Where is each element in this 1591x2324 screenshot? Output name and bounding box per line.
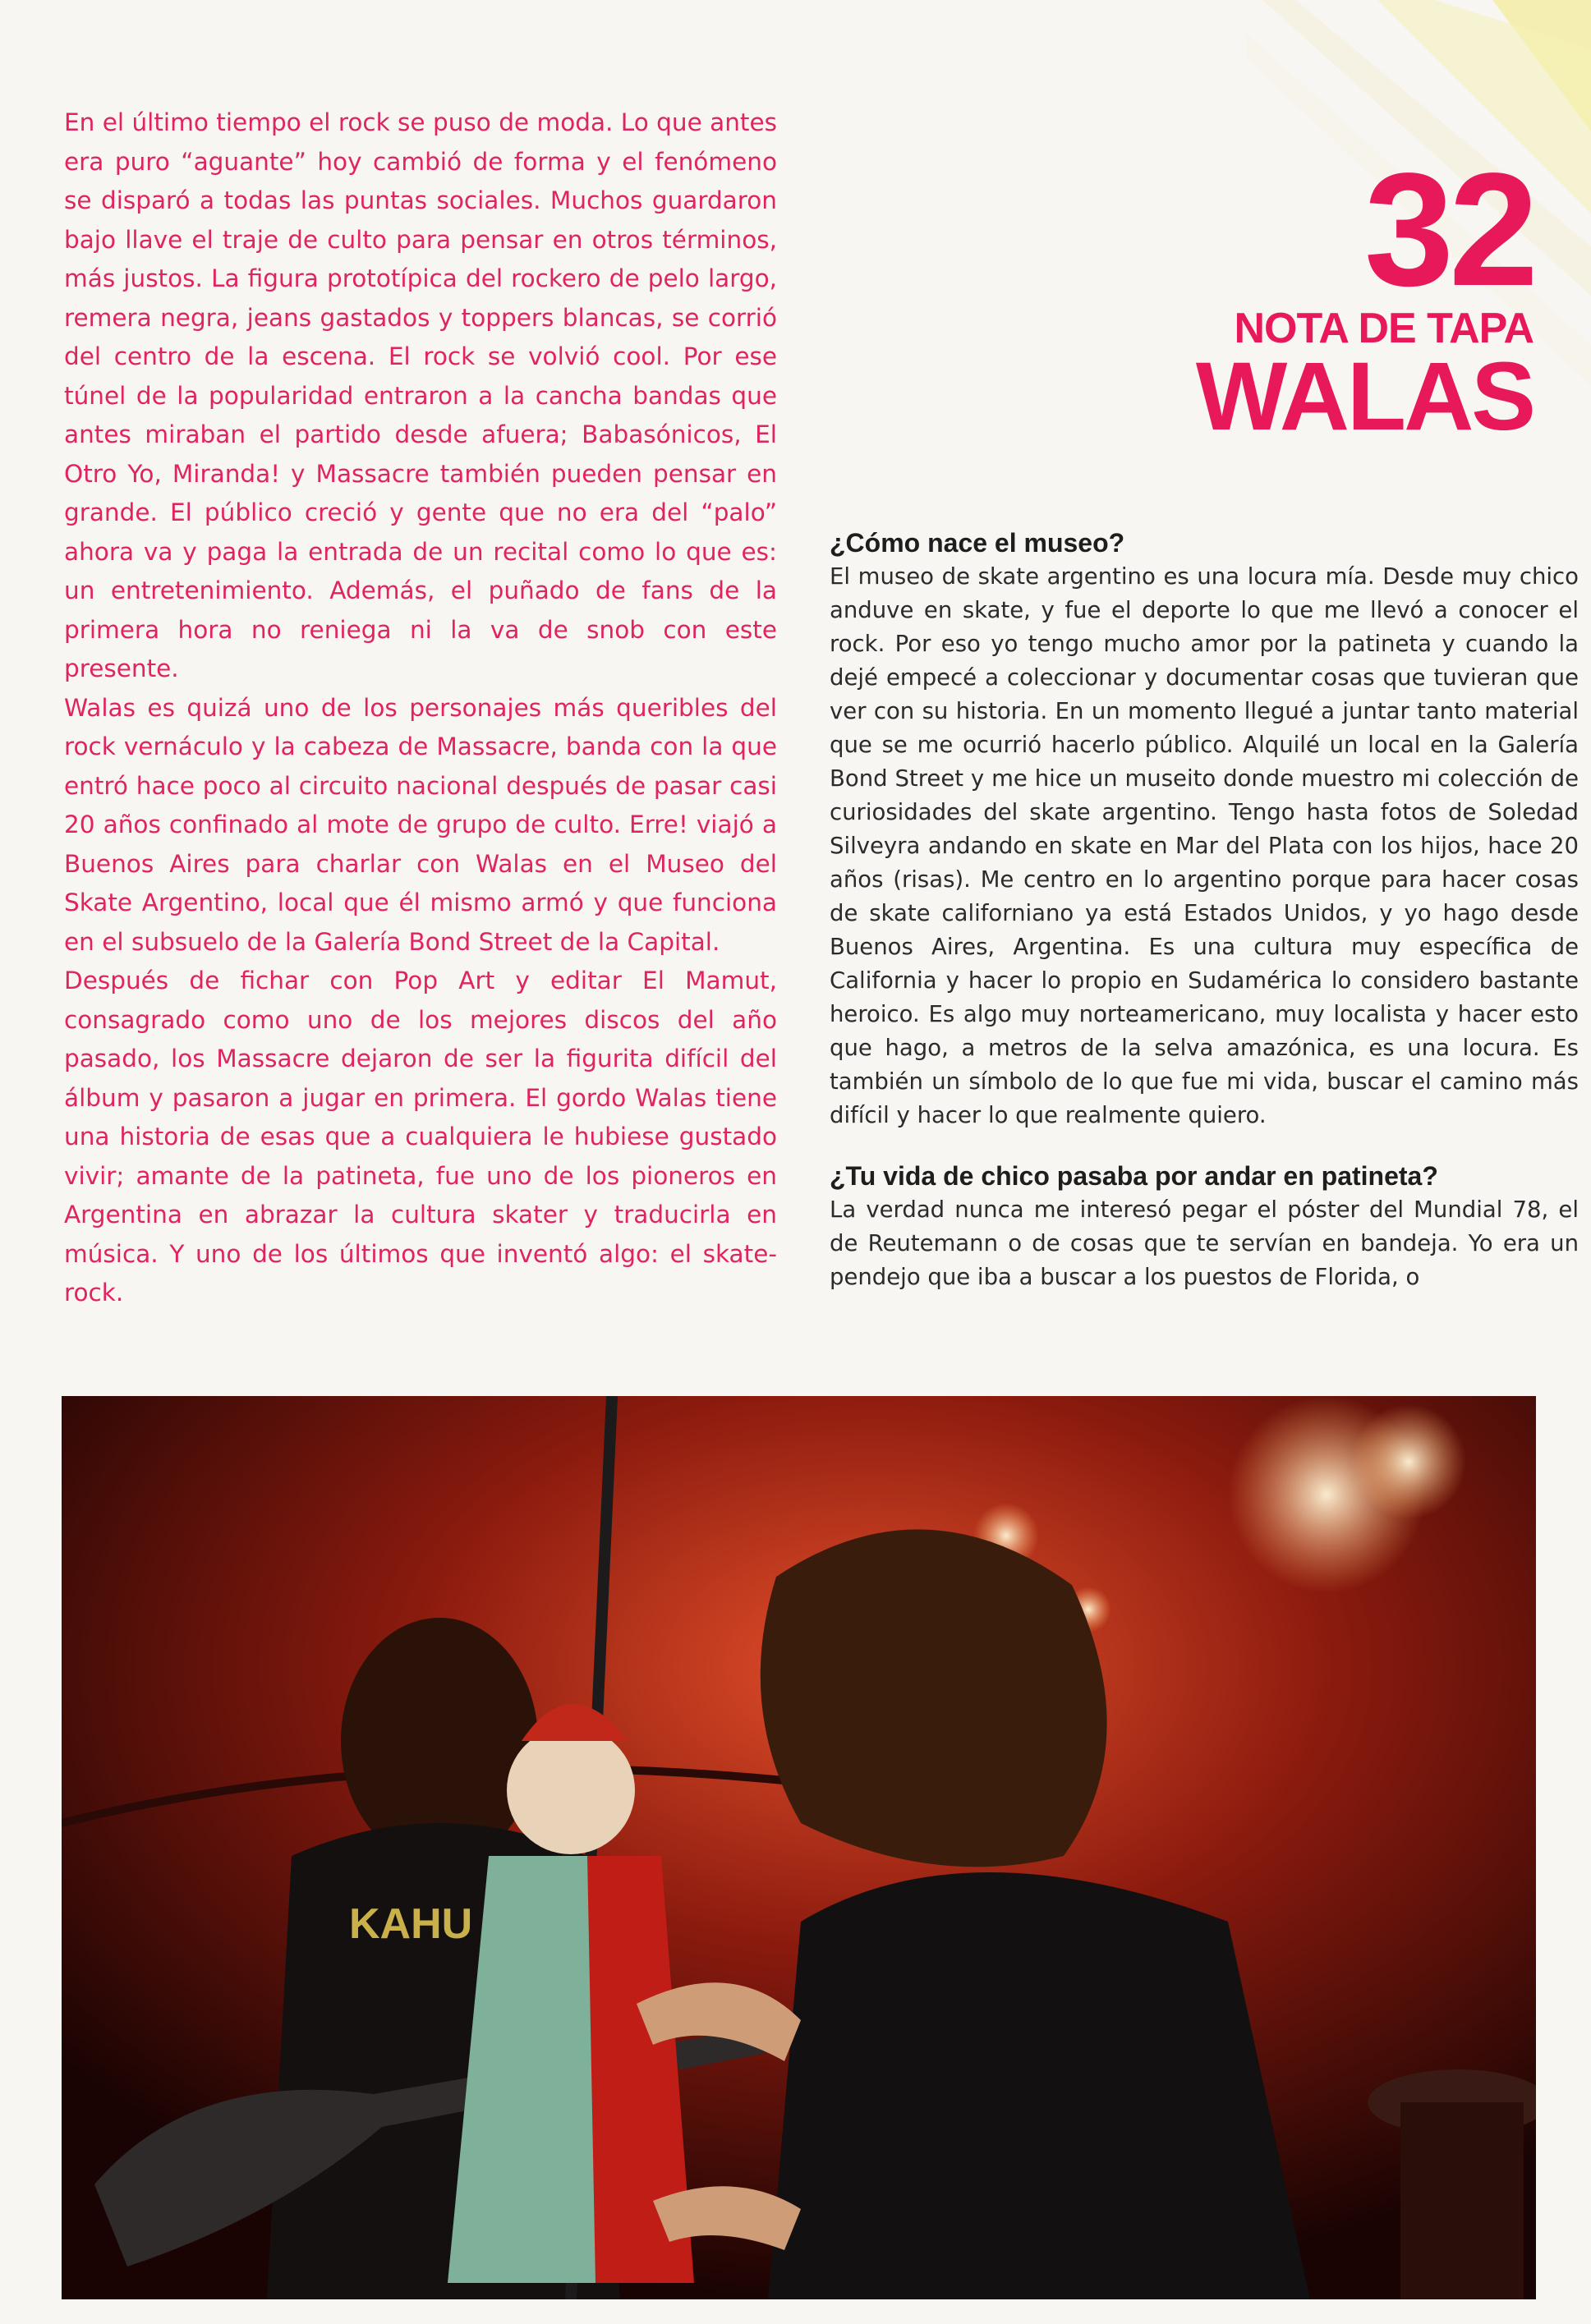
concert-photo bbox=[62, 1396, 1536, 2299]
section-label: NOTA DE TAPA bbox=[1234, 305, 1534, 352]
intro-column bbox=[64, 103, 777, 1313]
question-heading: ¿Tu vida de chico pasaba por andar en patineta? bbox=[830, 1161, 1438, 1191]
interview-column bbox=[830, 526, 1579, 1294]
concert-photo-illustration bbox=[62, 1396, 1536, 2299]
intro-paragraph: Después de fichar con Pop Art y editar El Mamut, consagrado como uno de los mejores discos del año pasado, los Massacre dejaron de ser la figurita difícil del álbum y pasaron a jugar en primera. El gordo Walas tiene una historia de esas que a cualquiera le hubiese gustado vivir; amante de la patineta, fue uno de los pioneros en Argentina en abrazar la cultura skater y traducirla en música. Y uno de los últimos que inventó algo: el skate-rock. bbox=[64, 967, 777, 1307]
paragraph-gap bbox=[830, 1132, 1579, 1159]
shirt-print-text: KAHU bbox=[349, 1900, 473, 1948]
section-name: WALAS bbox=[1195, 342, 1534, 451]
page-number: 32 bbox=[1363, 140, 1534, 319]
page-header bbox=[1189, 140, 1534, 451]
answer-paragraph: La verdad nunca me interesó pegar el póster del Mundial 78, el de Reutemann o de cosas que te servían en bandeja. Yo era un pendejo que iba a buscar a los puestos de Florida, o bbox=[830, 1196, 1579, 1290]
question-heading: ¿Cómo nace el museo? bbox=[830, 528, 1125, 558]
intro-paragraph: Walas es quizá uno de los personajes más queribles del rock vernáculo y la cabeza de Massacre, banda con la que entró hace poco al circuito nacional después de pasar casi 20 años confinado al mote de grupo de culto. Erre! viajó a Buenos Aires para charlar con Walas en el Museo del Skate Argentino, local que él mismo armó y que funciona en el subsuelo de la Galería Bond Street de la Capital. bbox=[64, 693, 777, 956]
answer-paragraph: El museo de skate argentino es una locura mía. Desde muy chico anduve en skate, y fue el deporte lo que me llevó a conocer el rock. Por eso yo tengo mucho amor por la patineta y cuando la dejé empecé a coleccionar y documentar cosas que tuvieran que ver con su historia. En un momento llegué a juntar tanto material que se me ocurrió hacerlo público. Alquilé un local en la Galería Bond Street y me hice un museito donde muestro mi colección de curiosidades del skate argentino. Tengo hasta fotos de Soledad Silveyra andando en skate en Mar del Plata con los hijos, hace 20 años (risas). Me centro en lo argentino porque para hacer cosas de skate californiano ya está Estados Unidos, y yo hago desde Buenos Aires, Argentina. Es una cultura muy específica de California y hacer lo propio en Sudamérica lo considero bastante heroico. Es algo muy norteamericano, muy localista y hacer esto que hago, a metros de la selva amazónica, es una locura. Es también un símbolo de lo que fue mi vida, buscar el camino más difícil y hacer lo que realmente quiero. bbox=[830, 563, 1579, 1128]
intro-paragraph: En el último tiempo el rock se puso de moda. Lo que antes era puro “aguante” hoy cambió de forma y el fenómeno se disparó a todas las puntas sociales. Muchos guardaron bajo llave el traje de culto para pensar en otros términos, más justos. La figura prototípica del rockero de pelo largo, remera negra, jeans gastados y toppers blancas, se corrió del centro de la escena. El rock se volvió cool. Por ese túnel de la popularidad entraron a la cancha bandas que antes miraban el partido desde afuera; Babasónicos, El Otro Yo, Miranda! y Massacre también pueden pensar en grande. El público creció y gente que no era del “palo” ahora va y paga la entrada de un recital como lo que es: un entretenimiento. Además, el puñado de fans de la primera hora no reniega ni la va de snob con este presente. bbox=[64, 108, 777, 682]
